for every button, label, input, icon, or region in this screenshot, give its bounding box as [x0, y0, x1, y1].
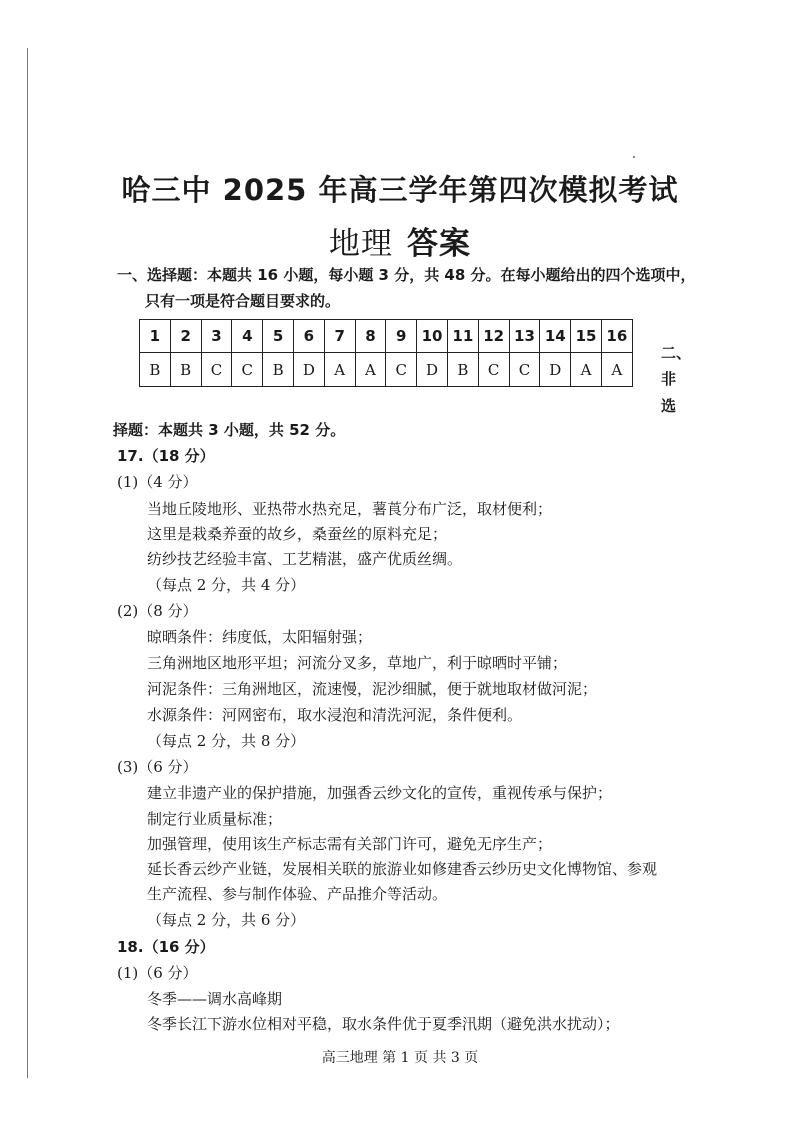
exam-title: 哈三中 2025 年高三学年第四次模拟考试 [121, 173, 679, 207]
q17-part1-label: (1)（4 分） [117, 473, 198, 491]
q17-part1-line: 当地丘陵地形、亚热带水热充足，薯莨分布广泛，取材便利； [147, 500, 553, 518]
q17-part3-line: 生产流程、参与制作体验、产品推介等活动。 [147, 885, 448, 903]
q17-part2-line: 水源条件：河网密布，取水浸泡和清洗河泥，条件便利。 [147, 706, 523, 724]
question-number-cell: 7 [324, 320, 355, 353]
q17-part3-line: 延长香云纱产业链，发展相关联的旅游业如修建香云纱历史文化博物馆、参观 [147, 860, 658, 878]
subject-heading [0, 218, 800, 263]
q18-part1-line: 冬季长江下游水位相对平稳，取水条件优于夏季汛期（避免洪水扰动）； [147, 1015, 620, 1033]
question-number-cell: 15 [571, 320, 602, 353]
answer-cell: B [170, 353, 201, 387]
q17-part2-line: 河泥条件：三角洲地区，流速慢，泥沙细腻，便于就地取材做河泥； [147, 680, 598, 698]
question-number-cell: 12 [478, 320, 509, 353]
q17-part3-line: 建立非遗产业的保护措施，加强香云纱文化的宣传，重视传承与保护； [147, 784, 613, 802]
answer-cell: C [478, 353, 509, 387]
question-number-cell: 4 [232, 320, 263, 353]
question-number-cell: 14 [540, 320, 571, 353]
answer-cell: C [201, 353, 232, 387]
section2-heading-part2: 非 [661, 370, 677, 388]
answer-cell: D [293, 353, 324, 387]
q18-part1-label: (1)（6 分） [117, 964, 198, 982]
scan-speck [633, 156, 635, 158]
answer-cell: C [232, 353, 263, 387]
question-number-cell: 16 [601, 320, 632, 353]
question-number-cell: 11 [447, 320, 478, 353]
q17-part3-line: 加强管理，使用该生产标志需有关部门许可，避免无序生产； [147, 835, 553, 853]
q18-part1-line: 冬季——调水高峰期 [147, 990, 283, 1008]
q17-part1-score: （每点 2 分，共 4 分） [147, 576, 306, 594]
question-number-cell: 10 [417, 320, 448, 353]
section2-heading-part3: 选 [661, 397, 677, 415]
answer-cell: A [324, 353, 355, 387]
answer-cell: A [571, 353, 602, 387]
question-number-cell: 9 [386, 320, 417, 353]
question-number-cell: 5 [263, 320, 294, 353]
answer-cell: A [601, 353, 632, 387]
question-number-cell: 1 [140, 320, 171, 353]
section1-instruction-line1: 一、选择题：本题共 16 小题，每小题 3 分，共 48 分。在每小题给出的四个选项中， [117, 266, 696, 284]
section2-heading-part1: 二、 [661, 344, 692, 362]
page-footer: 高三地理 第 1 页 共 3 页 [321, 1050, 479, 1066]
answer-cell: D [540, 353, 571, 387]
answer-label: 答案 [407, 226, 471, 262]
question-number-cell: 2 [170, 320, 201, 353]
section2-heading-cont: 择题：本题共 3 小题，共 52 分。 [113, 421, 346, 439]
q17-part3-label: (3)（6 分） [117, 758, 198, 776]
q17-part3-line: 制定行业质量标准； [147, 810, 283, 828]
answer-letter-row [140, 353, 633, 387]
question-number-cell: 3 [201, 320, 232, 353]
subject-name: 地理 [329, 226, 393, 262]
q17-part1-line: 这里是栽桑养蚕的故乡，桑蚕丝的原料充足； [147, 525, 448, 543]
q17-part2-label: (2)（8 分） [117, 602, 198, 620]
q18-title: 18.（16 分） [117, 938, 215, 956]
answer-cell: C [509, 353, 540, 387]
answer-cell: B [140, 353, 171, 387]
q17-part3-score: （每点 2 分，共 6 分） [147, 911, 306, 929]
question-number-cell: 13 [509, 320, 540, 353]
answer-cell: A [355, 353, 386, 387]
q17-part2-score: （每点 2 分，共 8 分） [147, 732, 306, 750]
section1-instruction-line2: 只有一项是符合题目要求的。 [145, 292, 341, 310]
answer-cell: B [263, 353, 294, 387]
question-number-cell: 8 [355, 320, 386, 353]
answer-cell: D [417, 353, 448, 387]
q17-part1-line: 纺纱技艺经验丰富、工艺精湛，盛产优质丝绸。 [147, 550, 463, 568]
q17-title: 17.（18 分） [117, 447, 215, 465]
q17-part2-line: 三角洲地区地形平坦；河流分叉多，草地广，利于晾晒时平铺； [147, 654, 568, 672]
answer-cell: C [386, 353, 417, 387]
q17-part2-line: 晾晒条件：纬度低，太阳辐射强； [147, 628, 373, 646]
question-number-cell: 6 [293, 320, 324, 353]
question-number-row [140, 320, 633, 353]
multiple-choice-answer-table [139, 319, 633, 387]
answer-cell: B [447, 353, 478, 387]
